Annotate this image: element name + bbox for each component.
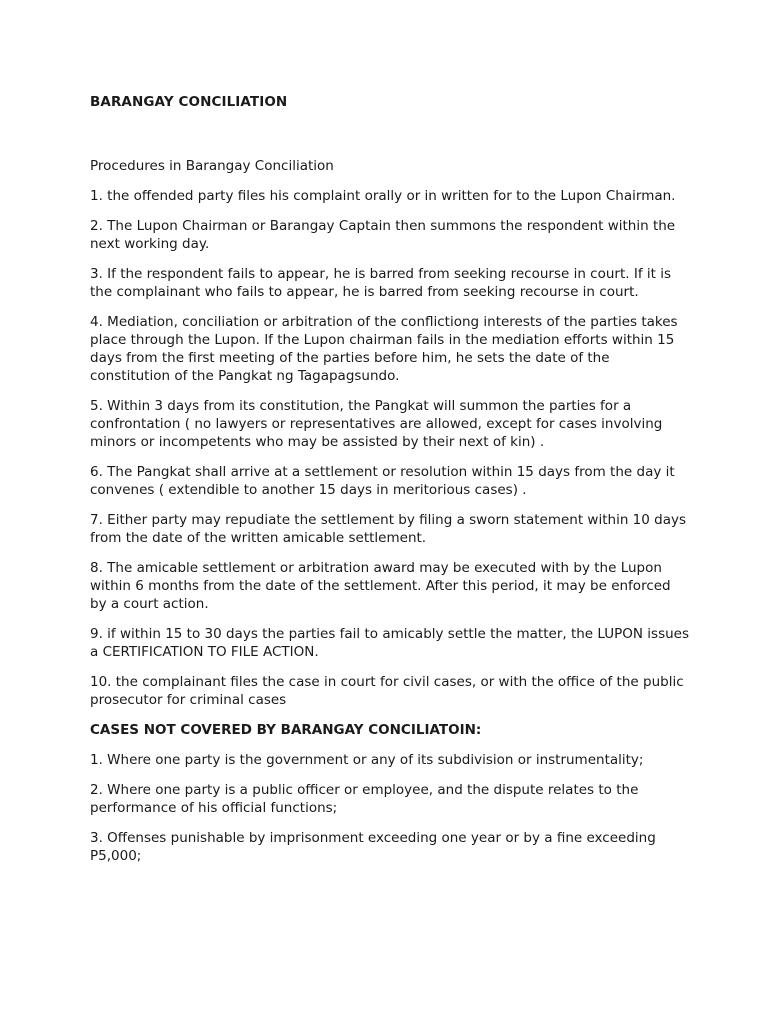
document-page	[90, 93, 690, 877]
procedure-item-6: 6. The Pangkat shall arrive at a settlement or resolution within 15 days from the day it convenes ( extendible to another 15 days in meritorious cases) .	[90, 464, 675, 498]
procedures-list	[90, 187, 690, 709]
procedure-item-5: 5. Within 3 days from its constitution, the Pangkat will summon the parties for a confrontation ( no lawyers or representatives are allowed, except for cases involving minors or incompetents who may be assisted by their next of kin) .	[90, 398, 663, 450]
procedure-item-10: 10. the complainant files the case in court for civil cases, or with the office of the public prosecutor for criminal cases	[90, 674, 684, 708]
procedure-item-2: 2. The Lupon Chairman or Barangay Captain then summons the respondent within the next working day.	[90, 218, 676, 252]
document-title: BARANGAY CONCILIATION	[90, 94, 288, 110]
procedure-item-3: 3. If the respondent fails to appear, he is barred from seeking recourse in court. If it is the complainant who fails to appear, he is barred from seeking recourse in court.	[90, 266, 671, 300]
procedure-item-8: 8. The amicable settlement or arbitration award may be executed with by the Lupon within 6 months from the date of the settlement. After this period, it may be enforced by a court action.	[90, 560, 671, 612]
procedure-item-1: 1. the offended party files his complaint orally or in written for to the Lupon Chairman.	[90, 188, 676, 204]
procedure-item-7: 7. Either party may repudiate the settlement by filing a sworn statement within 10 days from the date of the written amicable settlement.	[90, 512, 687, 546]
procedure-item-9: 9. if within 15 to 30 days the parties fail to amicably settle the matter, the LUPON issues a CERTIFICATION TO FILE ACTION.	[90, 626, 690, 660]
procedures-subtitle: Procedures in Barangay Conciliation	[90, 158, 334, 174]
cases-heading: CASES NOT COVERED BY BARANGAY CONCILIATOIN:	[90, 722, 482, 738]
cases-list	[90, 751, 690, 865]
procedure-item-4: 4. Mediation, conciliation or arbitration of the conflictiong interests of the parties takes place through the Lupon. If the Lupon chairman fails in the mediation efforts within 15 days from the first meeting of the parties before him, he sets the date of the constitution of the Pangkat ng Tagapagsundo.	[90, 314, 678, 384]
case-item-2: 2. Where one party is a public officer or employee, and the dispute relates to the performance of his official functions;	[90, 782, 639, 816]
case-item-1: 1. Where one party is the government or any of its subdivision or instrumentality;	[90, 752, 644, 768]
case-item-3: 3. Offenses punishable by imprisonment exceeding one year or by a fine exceeding P5,000;	[90, 830, 656, 864]
